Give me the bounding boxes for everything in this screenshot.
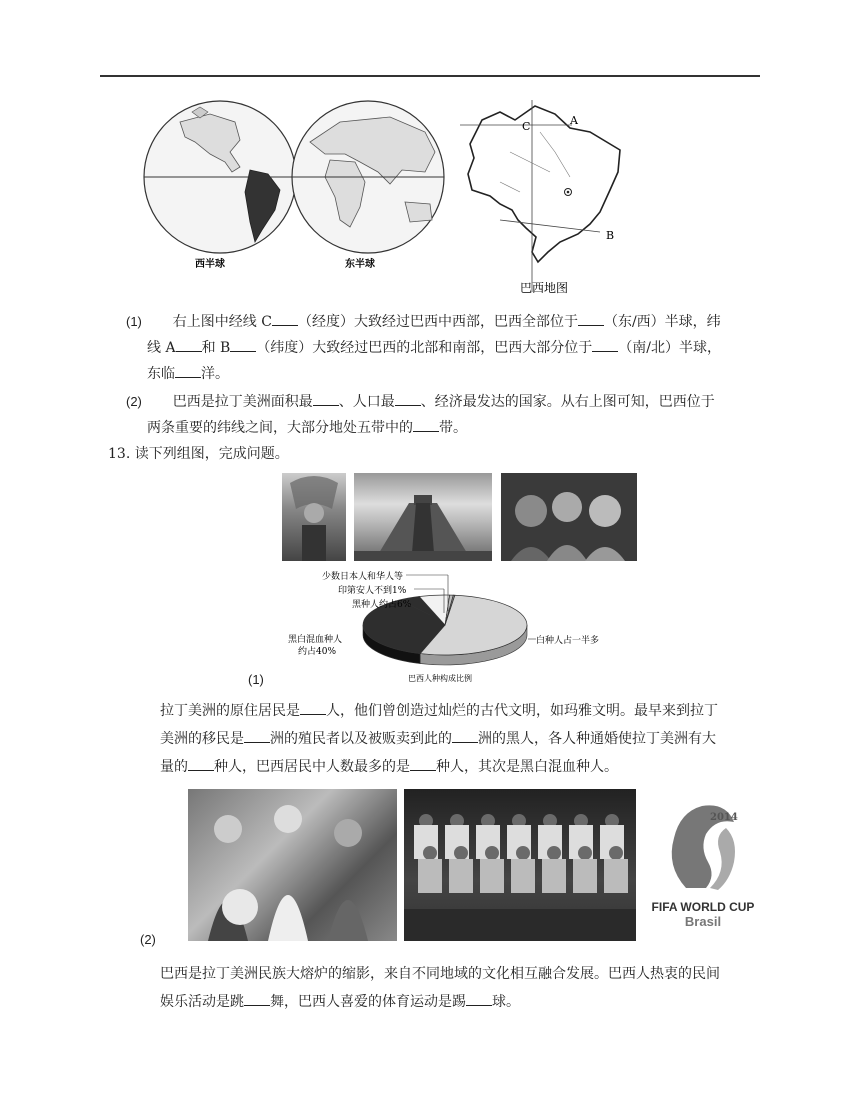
blank-line [300, 701, 326, 715]
blank-line [176, 338, 202, 352]
pie-caption: 巴西人种构成比例 [408, 674, 472, 683]
blank-line [395, 392, 421, 406]
pie-label-asian: 少数日本人和华人等 [322, 572, 404, 582]
blank-line [313, 392, 339, 406]
q12-item1-line3 [147, 361, 229, 387]
para2-text3: 舞，巴西人喜爱的体育运动是踢 [270, 994, 466, 1010]
q12-item1-number: (1) [126, 314, 142, 329]
blank-line [272, 312, 298, 326]
q12-item2-text3: 、经济最发达的国家。从右上图可知，巴西位于 [420, 394, 715, 410]
q12-item2 [126, 389, 766, 415]
q12-item2-text5: 带。 [439, 420, 467, 436]
para1-text5: 洲的黑人，各人种通婚使拉丁美洲有大 [478, 731, 716, 747]
population-pie-chart [280, 565, 620, 685]
para1-text6: 量的 [160, 759, 188, 775]
q12-item1-text5: 和 B [201, 340, 231, 356]
q13-para1 [160, 697, 780, 781]
blank-line [230, 338, 256, 352]
q12-item1-line2 [147, 335, 777, 361]
indigenous-person-photo [282, 473, 346, 561]
blank-line [452, 729, 478, 743]
para2-text2: 娱乐活动是跳 [160, 994, 244, 1010]
para1-text1: 拉丁美洲的原住居民是 [160, 703, 300, 719]
q12-item1-text9: 洋。 [201, 366, 229, 382]
q12-item1-text3: （东/西）半球，纬 [603, 314, 721, 330]
para2-text4: 球。 [492, 994, 520, 1010]
q12-item1-text4: 线 A [147, 340, 176, 356]
blank-line [410, 757, 436, 771]
logo-line1: FIFA WORLD CUP [651, 900, 755, 914]
blank-line [175, 364, 201, 378]
logo-year: 2014 [710, 812, 738, 823]
q12-item1-text1: 右上图中经线 C [172, 314, 272, 330]
pie-label-indian: 印第安人不到1% [338, 586, 407, 596]
blank-line [188, 757, 214, 771]
maya-pyramid-photo [354, 473, 492, 561]
blank-line [413, 418, 439, 432]
pie-label-black: 黑种人约占6% [352, 600, 412, 610]
brazil-map [460, 92, 640, 302]
map-line-c-label: C [522, 120, 531, 133]
world-cup-trophy-icon [646, 796, 760, 896]
q12-item1-text6: （纬度）大致经过巴西的北部和南部，巴西大部分位于 [256, 340, 593, 356]
q12-item2-text1: 巴西是拉丁美洲面积最 [172, 394, 313, 410]
q12-item1-text8: 东临 [147, 366, 175, 382]
q13-para2 [160, 960, 780, 1016]
map-line-a-label: A [570, 114, 578, 127]
q12-item2-line2 [147, 415, 467, 441]
q12-item2-text2: 、人口最 [338, 394, 395, 410]
brazil-map-title: 巴西地图 [520, 281, 569, 295]
family-portrait-photo [501, 473, 637, 561]
football-team-photo [404, 789, 636, 941]
q12-item1 [126, 309, 766, 335]
blank-line [244, 992, 270, 1006]
carnival-photo [188, 789, 397, 941]
para1-text3: 美洲的移民是 [160, 731, 244, 747]
hemispheres-map [140, 92, 450, 277]
logo-line2: Brasil [684, 914, 722, 929]
q12-item2-text4: 两条重要的纬线之间，大部分地处五带中的 [147, 420, 413, 436]
blank-line [592, 338, 618, 352]
q13-title: 13. 读下列组图，完成问题。 [108, 446, 289, 462]
map-line-b-label: B [606, 229, 615, 242]
pie-label-mixed-2: 约占40% [298, 647, 337, 657]
para2-text1: 巴西是拉丁美洲民族大熔炉的缩影，来自不同地域的文化相互融合发展。巴西人热衷的民间 [160, 966, 720, 982]
q12-item1-text2: （经度）大致经过巴西中西部，巴西全部位于 [297, 314, 578, 330]
para1-text8: 种人，其次是黑白混血种人。 [436, 759, 618, 775]
para1-text7: 种人，巴西居民中人数最多的是 [214, 759, 410, 775]
pie-label-mixed-1: 黑白混血种人 [288, 635, 343, 645]
q13-sub2-number: (2) [140, 932, 156, 947]
para1-text2: 人，他们曾创造过灿烂的古代文明，如玛雅文明。最早来到拉丁 [326, 703, 718, 719]
fifa-world-cup-logo [646, 796, 760, 942]
para1-text4: 洲的殖民者以及被贩卖到此的 [270, 731, 452, 747]
blank-line [578, 312, 604, 326]
blank-line [466, 992, 492, 1006]
header-rule [100, 75, 760, 77]
blank-line [244, 729, 270, 743]
q12-item2-number: (2) [126, 394, 142, 409]
q13-sub1-number: (1) [248, 672, 264, 687]
pie-label-white: 白种人占一半多 [536, 636, 600, 646]
western-hemisphere-label: 西半球 [195, 259, 225, 270]
q12-item1-text7: （南/北）半球， [618, 340, 722, 356]
eastern-hemisphere-label: 东半球 [345, 259, 375, 270]
